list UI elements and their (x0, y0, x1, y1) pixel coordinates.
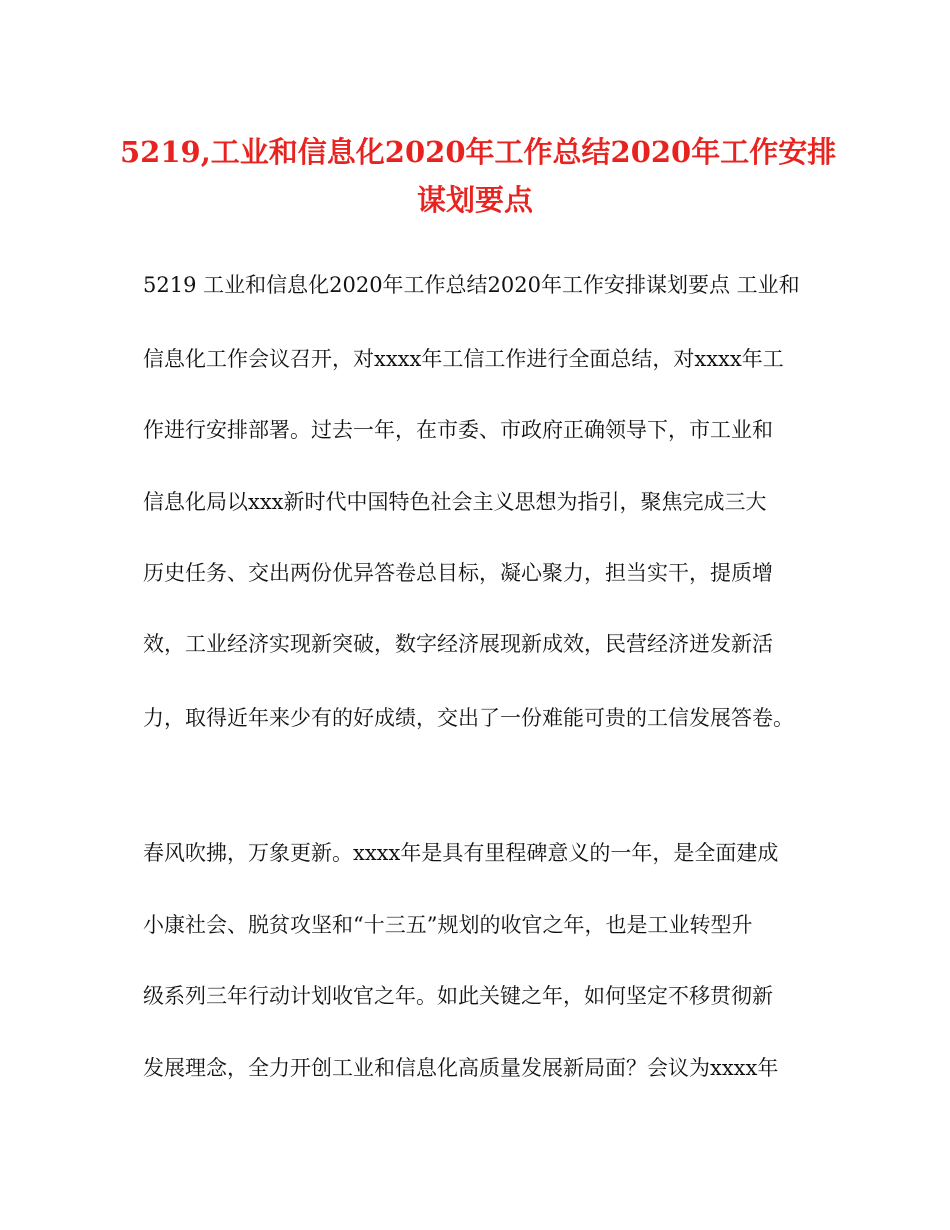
paragraph-1-line-5: 历史任务、交出两份优异答卷总目标，凝心聚力，担当实干，提质增 (143, 561, 773, 585)
paragraph-1-line-3: 作进行安排部署。过去一年，在市委、市政府正确领导下，市工业和 (143, 418, 773, 442)
paragraph-1-line-2: 信息化工作会议召开，对xxxx年工信工作进行全面总结，对xxxx年工 (143, 347, 784, 371)
paragraph-2-line-1: 春风吹拂，万象更新。xxxx年是具有里程碑意义的一年，是全面建成 (143, 841, 779, 865)
paragraph-1-line-4: 信息化局以xxx新时代中国特色社会主义思想为指引，聚焦完成三大 (143, 490, 767, 514)
paragraph-1-line-1: 5219 工业和信息化2020年工作总结2020年工作安排谋划要点 工业和 (143, 273, 800, 297)
paragraph-2-line-3: 级系列三年行动计划收官之年。如此关键之年，如何坚定不移贯彻新 (143, 984, 773, 1008)
paragraph-2-line-4: 发展理念，全力开创工业和信息化高质量发展新局面？会议为xxxx年 (143, 1056, 779, 1080)
paragraph-1-line-7: 力，取得近年来少有的好成绩，交出了一份难能可贵的工信发展答卷。 (143, 706, 794, 730)
paragraph-1-line-6: 效，工业经济实现新突破，数字经济展现新成效，民营经济迸发新活 (143, 632, 773, 656)
document-title-line-1: 5219,工业和信息化2020年工作总结2020年工作安排 (120, 135, 837, 169)
paragraph-2-line-2: 小康社会、脱贫攻坚和“十三五”规划的收官之年，也是工业转型升 (143, 913, 753, 937)
document-title-line-2: 谋划要点 (416, 183, 533, 217)
